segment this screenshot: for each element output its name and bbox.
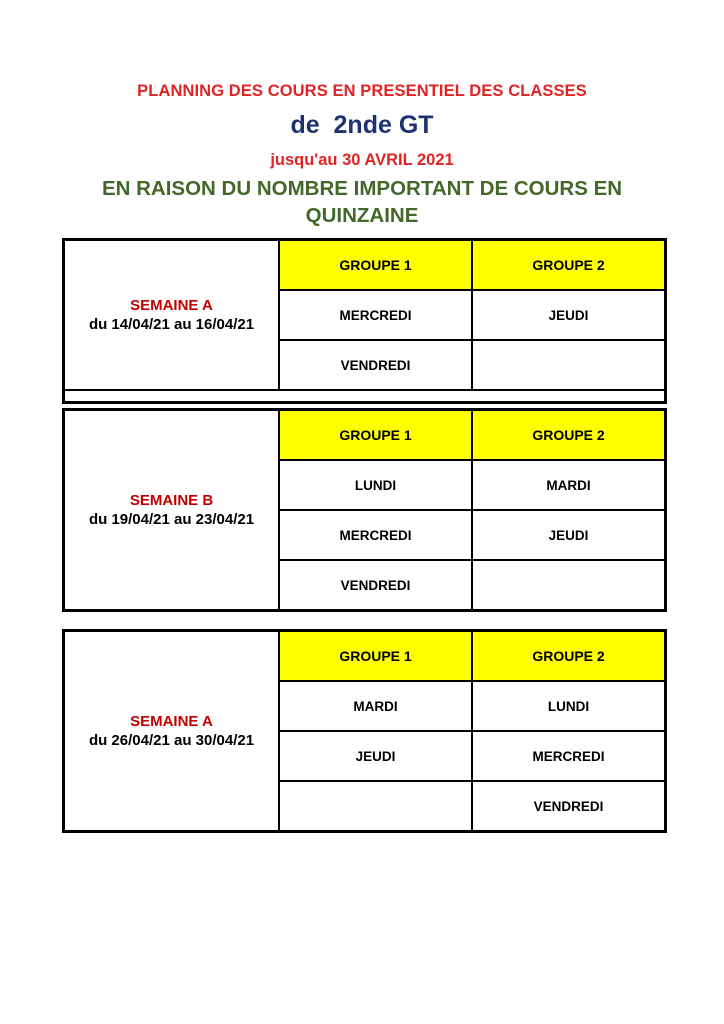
day-cell: JEUDI [472, 510, 666, 560]
page-title: PLANNING DES COURS EN PRESENTIEL DES CLASSES [137, 82, 587, 100]
spacer-row [64, 390, 666, 403]
planning-table-week-2 [62, 408, 667, 612]
day-cell: MARDI [279, 681, 472, 731]
day-cell: VENDREDI [279, 340, 472, 390]
day-cell: JEUDI [279, 731, 472, 781]
day-cell: LUNDI [472, 681, 666, 731]
day-cell: MARDI [472, 460, 666, 510]
document-header [0, 0, 724, 229]
week-label: SEMAINE A [130, 297, 213, 315]
group2-header: GROUPE 2 [472, 631, 666, 682]
table-row [64, 390, 666, 403]
week-cell [64, 631, 280, 832]
group1-header: GROUPE 1 [279, 410, 472, 461]
class-name-subtitle: de 2nde GT [290, 111, 434, 139]
deadline-text: jusqu'au 30 AVRIL 2021 [270, 151, 454, 169]
planning-table-week-3 [62, 629, 667, 833]
reason-heading: EN RAISON DU NOMBRE IMPORTANT DE COURS EN QUINZAINE [101, 177, 623, 227]
group2-header: GROUPE 2 [472, 240, 666, 291]
week-dates: du 14/04/21 au 16/04/21 [88, 316, 255, 334]
day-cell: LUNDI [279, 460, 472, 510]
week-dates: du 19/04/21 au 23/04/21 [88, 511, 255, 529]
week-label: SEMAINE B [129, 492, 214, 510]
group1-header: GROUPE 1 [279, 631, 472, 682]
table-row [64, 410, 666, 461]
day-cell [472, 560, 666, 611]
day-cell: VENDREDI [472, 781, 666, 832]
day-cell [472, 340, 666, 390]
week-cell [64, 410, 280, 611]
day-cell: MERCREDI [279, 290, 472, 340]
planning-table-week-1 [62, 238, 667, 404]
day-cell: JEUDI [472, 290, 666, 340]
week-label: SEMAINE A [130, 713, 213, 731]
day-cell: MERCREDI [472, 731, 666, 781]
day-cell: MERCREDI [279, 510, 472, 560]
week-dates: du 26/04/21 au 30/04/21 [88, 732, 255, 750]
day-cell: VENDREDI [279, 560, 472, 611]
day-cell [279, 781, 472, 832]
week-cell [64, 240, 280, 391]
table-row [64, 631, 666, 682]
table-row [64, 240, 666, 291]
group2-header: GROUPE 2 [472, 410, 666, 461]
group1-header: GROUPE 1 [279, 240, 472, 291]
